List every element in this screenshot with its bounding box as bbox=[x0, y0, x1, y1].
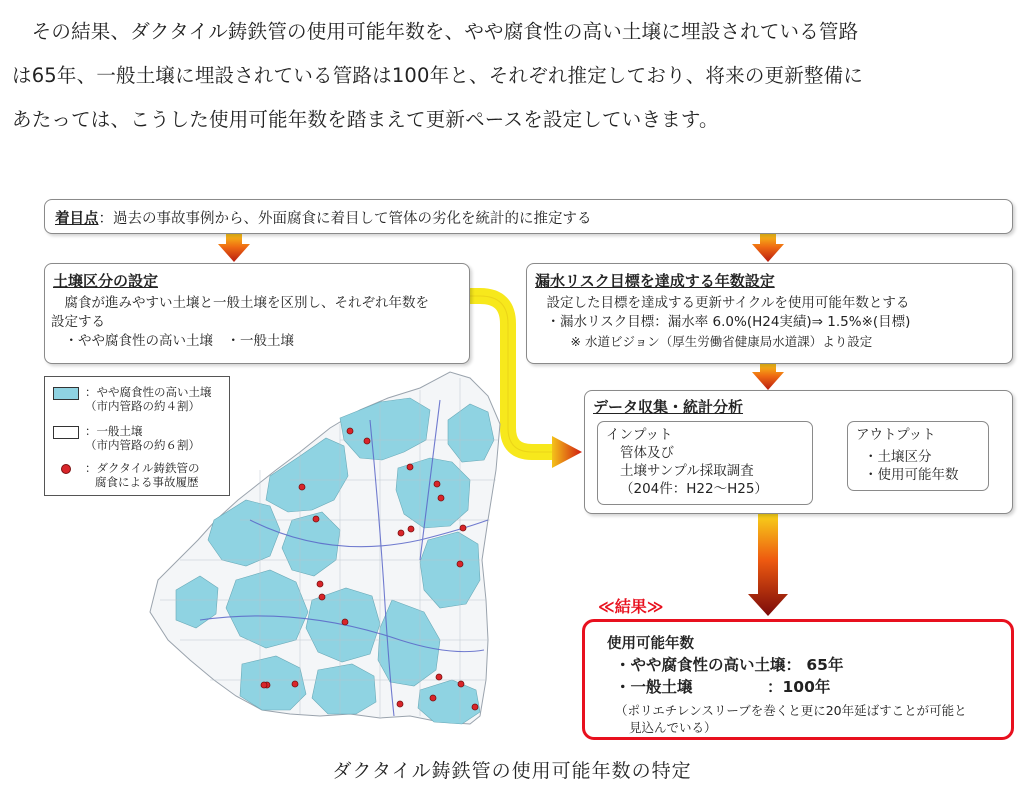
result-box bbox=[582, 619, 1014, 740]
soil-line-2: 設定する bbox=[51, 314, 105, 330]
leak-risk-box bbox=[526, 263, 1013, 364]
focus-label: 着目点 bbox=[55, 211, 99, 227]
legend-incident-line-2: 腐食による事故履歴 bbox=[95, 475, 199, 489]
leak-title: 漏水リスク目標を達成する年数設定 bbox=[535, 272, 775, 290]
output-line-1: ・土壌区分 bbox=[864, 449, 932, 465]
soil-line-1: 腐食が進みやすい土壌と一般土壌を区別し、それぞれ年数を bbox=[51, 295, 429, 311]
output-line-2: ・使用可能年数 bbox=[864, 467, 959, 483]
result-tag: ≪結果≫ bbox=[598, 597, 664, 616]
arrow-focus-to-leak bbox=[752, 232, 784, 262]
legend-corrosive-line-1: ：やや腐食性の高い土壌 bbox=[85, 385, 212, 399]
soil-classification-box bbox=[44, 263, 470, 364]
arrow-data-to-result bbox=[748, 514, 788, 616]
arrow-focus-to-soil bbox=[218, 232, 250, 262]
legend-corrosive-line-2: （市内管路の約４割） bbox=[85, 399, 200, 413]
result-heading: 使用可能年数 bbox=[607, 636, 694, 652]
arrow-leak-to-data bbox=[752, 362, 784, 390]
result-row-1: ・やや腐食性の高い土壌： 65年 bbox=[615, 656, 844, 674]
input-box bbox=[597, 421, 813, 505]
figure-caption: ダクタイル鋳鉄管の使用可能年数の特定 bbox=[332, 760, 692, 782]
input-line-1: 管体及び bbox=[620, 445, 674, 461]
input-label: インプット bbox=[606, 427, 673, 443]
legend-incident-line-1: ：ダクタイル鋳鉄管の bbox=[85, 461, 200, 475]
intro-line-1: その結果、ダクタイル鋳鉄管の使用可能年数を、やや腐食性の高い土壌に埋設されている管路 bbox=[12, 20, 859, 43]
incident-dot-icon bbox=[61, 464, 71, 474]
leak-line-2: ・漏水リスク目標：漏水率 6.0%(H24実績)⇒ 1.5%※(目標) bbox=[533, 314, 911, 330]
leak-line-1: 設定した目標を達成する更新サイクルを使用可能年数とする bbox=[533, 295, 910, 311]
input-line-2: 土壌サンプル採取調査 bbox=[620, 463, 754, 479]
legend-incident bbox=[53, 461, 229, 491]
corrosive-swatch bbox=[53, 387, 79, 400]
intro-line-3: あたっては、こうした使用可能年数を踏まえて更新ペースを設定していきます。 bbox=[12, 108, 719, 131]
soil-line-3: ・やや腐食性の高い土壌 ・一般土壌 bbox=[51, 333, 294, 349]
focus-text: ：過去の事故事例から、外面腐食に着目して管体の劣化を統計的に推定する bbox=[98, 211, 592, 227]
legend-general bbox=[53, 424, 229, 454]
result-row-2-value: ：100年 bbox=[767, 678, 831, 696]
result-row-2-label: ・一般土壌 bbox=[615, 678, 693, 696]
map-legend bbox=[44, 376, 230, 496]
focus-box bbox=[44, 199, 1013, 234]
intro-line-2: は65年、一般土壌に埋設されている管路は100年と、それぞれ推定しており、将来の更新整備に bbox=[12, 64, 864, 87]
data-title: データ収集・統計分析 bbox=[593, 398, 744, 416]
leak-line-3: ※ 水道ビジョン（厚生労働省健康局水道課）より設定 bbox=[533, 334, 873, 349]
legend-general-line-2: （市内管路の約６割） bbox=[85, 438, 200, 452]
legend-corrosive bbox=[53, 385, 229, 415]
output-box bbox=[847, 421, 989, 491]
output-label: アウトプット bbox=[856, 427, 936, 443]
general-swatch bbox=[53, 426, 79, 439]
result-note-2: 見込んでいる） bbox=[629, 720, 717, 735]
input-line-3: （204件：H22～H25） bbox=[620, 481, 768, 497]
data-analysis-box bbox=[584, 390, 1013, 514]
result-note-1: （ポリエチレンスリーブを巻くと更に20年延ばすことが可能と bbox=[615, 703, 967, 718]
soil-title: 土壌区分の設定 bbox=[53, 272, 159, 290]
legend-general-line-1: ：一般土壌 bbox=[85, 424, 143, 438]
